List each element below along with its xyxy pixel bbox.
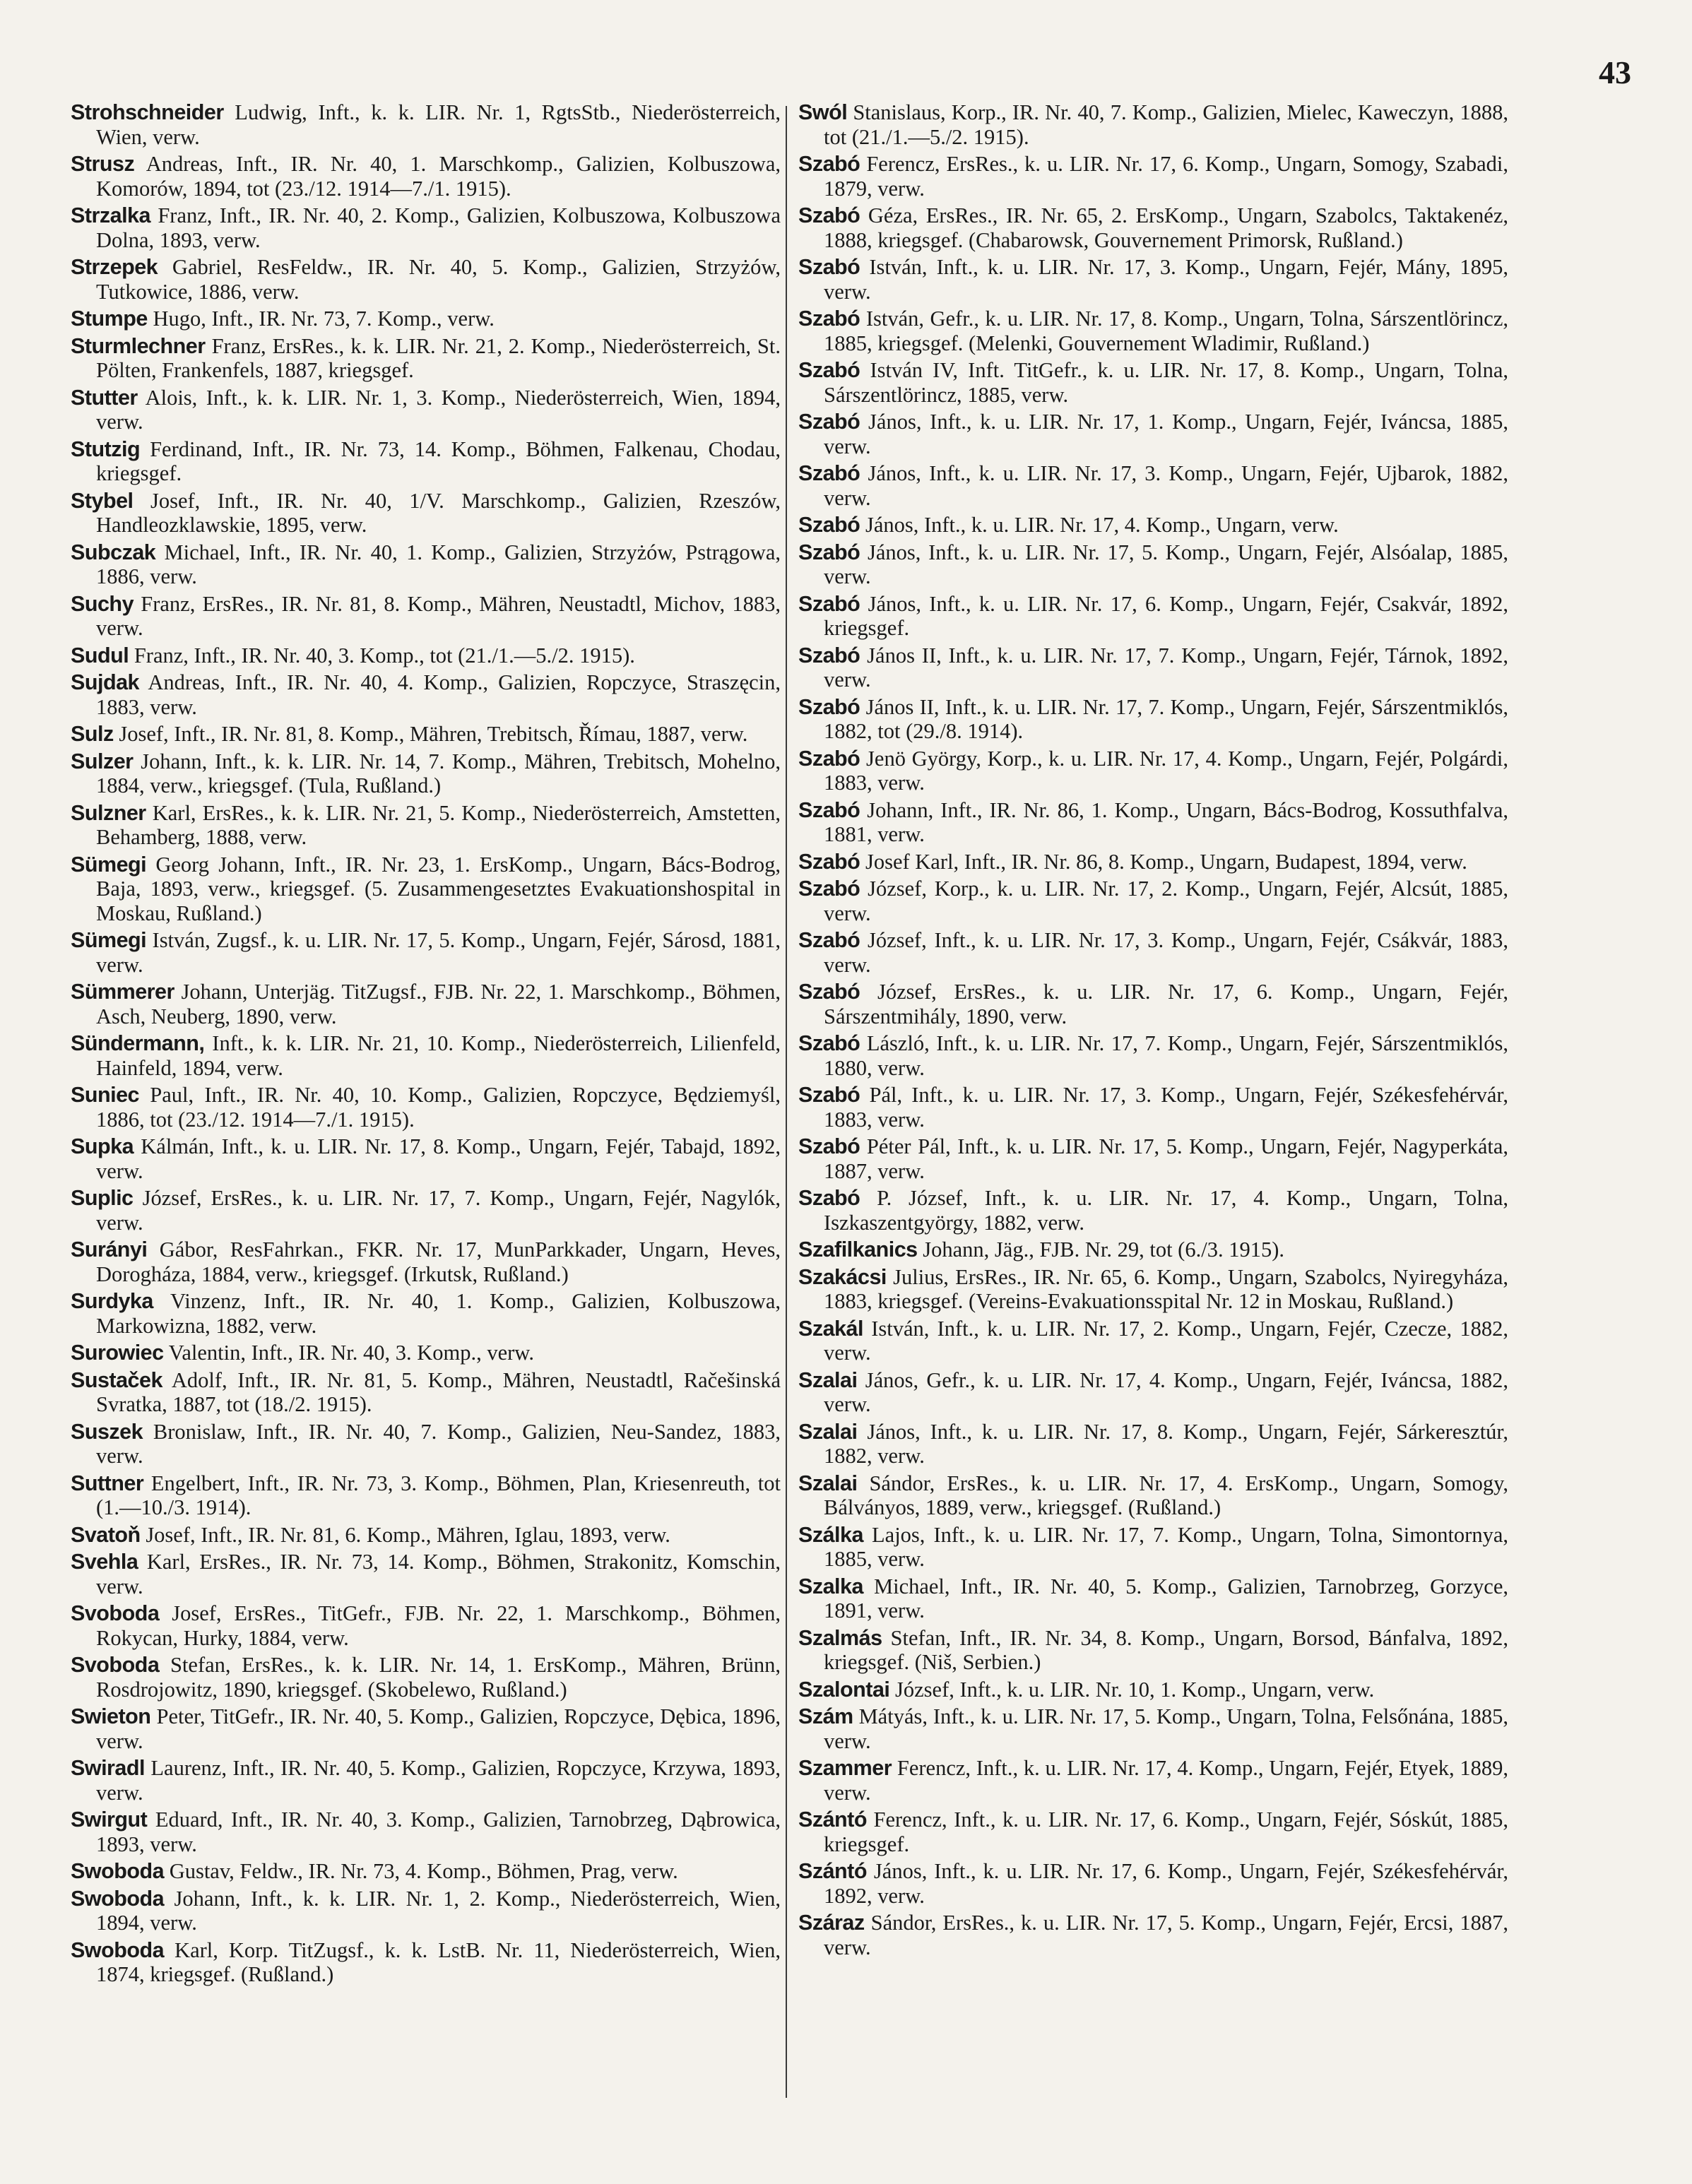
entry-surname: Szabó xyxy=(798,410,860,434)
entry-details: Karl, ErsRes., IR. Nr. 73, 14. Komp., Böhmen, Strakonitz, Komschin, verw. xyxy=(96,1550,781,1598)
entry-details: Lajos, Inft., k. u. LIR. Nr. 17, 7. Komp., Ungarn, Tolna, Simontornya, 1885, verw. xyxy=(824,1522,1508,1571)
entry-surname: Szabó xyxy=(798,643,860,667)
list-item xyxy=(71,1601,781,1650)
entry-surname: Svatoň xyxy=(71,1522,141,1547)
entry-surname: Szabó xyxy=(798,694,860,719)
list-item xyxy=(798,980,1508,1028)
entry-details: Mátyás, Inft., k. u. LIR. Nr. 17, 5. Komp., Ungarn, Tolna, Felsőnána, 1885, verw. xyxy=(824,1704,1508,1753)
list-item xyxy=(71,1808,781,1856)
entry-surname: Szabó xyxy=(798,513,860,537)
list-item xyxy=(798,358,1508,407)
entry-details: János, Inft., k. u. LIR. Nr. 17, 3. Komp., Ungarn, Fejér, Ujbarok, 1882, verw. xyxy=(824,461,1508,510)
entry-details: Josef, ErsRes., TitGefr., FJB. Nr. 22, 1. Marschkomp., Böhmen, Rokycan, Hurky, 1884, verw. xyxy=(96,1601,781,1650)
entry-surname: Stutzig xyxy=(71,437,141,461)
list-item xyxy=(798,1626,1508,1675)
list-item xyxy=(71,1523,781,1548)
entry-surname: Surányi xyxy=(71,1238,148,1262)
list-item xyxy=(798,1238,1508,1262)
entry-details: József, Inft., k. u. LIR. Nr. 10, 1. Komp., Ungarn, verw. xyxy=(889,1677,1375,1702)
entry-details: Gabriel, ResFeldw., IR. Nr. 40, 5. Komp., Galizien, Strzyżów, Tutkowice, 1886, verw. xyxy=(96,255,781,304)
entry-details: István, Gefr., k. u. LIR. Nr. 17, 8. Komp., Ungarn, Tolna, Sárszentlörincz, 1885, kriegsgef. (Melenki, Gouvernement Wladimir, Rußland.) xyxy=(824,307,1508,355)
entry-surname: Stybel xyxy=(71,488,134,513)
entry-surname: Szalmás xyxy=(798,1625,882,1650)
entry-details: István, Inft., k. u. LIR. Nr. 17, 3. Komp., Ungarn, Fejér, Mány, 1895, verw. xyxy=(824,255,1508,304)
entry-surname: Strusz xyxy=(71,152,135,176)
entry-details: Inft., k. k. LIR. Nr. 21, 10. Komp., Niederösterreich, Lilienfeld, Hainfeld, 1894, verw. xyxy=(96,1031,781,1080)
entry-surname: Swieton xyxy=(71,1704,151,1728)
entry-details: Gábor, ResFahrkan., FKR. Nr. 17, MunParkkader, Ungarn, Heves, Dorogháza, 1884, verw., kriegsgef. (Irkutsk, Rußland.) xyxy=(96,1238,781,1286)
entry-details: Josef Karl, Inft., IR. Nr. 86, 8. Komp., Ungarn, Budapest, 1894, verw. xyxy=(860,849,1467,874)
entry-surname: Sulz xyxy=(71,722,114,746)
entry-details: Johann, Unterjäg. TitZugsf., FJB. Nr. 22, 1. Marschkomp., Böhmen, Asch, Neuberg, 1890, verw. xyxy=(96,980,781,1028)
entry-details: József, Korp., k. u. LIR. Nr. 17, 2. Komp., Ungarn, Fejér, Alcsút, 1885, verw. xyxy=(824,877,1508,925)
entry-surname: Strohschneider xyxy=(71,100,224,124)
entry-details: Johann, Jäg., FJB. Nr. 29, tot (6./3. 1915). xyxy=(917,1238,1284,1262)
list-item xyxy=(71,1134,781,1183)
entry-surname: Sümegi xyxy=(71,852,147,877)
entry-surname: Surowiec xyxy=(71,1341,164,1365)
entry-details: János II, Inft., k. u. LIR. Nr. 17, 7. Komp., Ungarn, Fejér, Sárszentmiklós, 1882, tot (29./8. 1914). xyxy=(824,694,1508,743)
entry-details: Géza, ErsRes., IR. Nr. 65, 2. ErsKomp., Ungarn, Szabolcs, Taktakenéz, 1888, kriegsgef. (Chabarowsk, Gouvernement Primorsk, Rußland.) xyxy=(824,203,1508,252)
list-item xyxy=(71,801,781,850)
entry-details: József, ErsRes., k. u. LIR. Nr. 17, 6. Komp., Ungarn, Fejér, Sárszentmihály, 1890, verw. xyxy=(824,980,1508,1028)
entry-details: Julius, ErsRes., IR. Nr. 65, 6. Komp., Ungarn, Szabolcs, Nyiregyháza, 1883, kriegsgef. (Vereins-Evakuationsspital Nr. 12 in Moskau, Rußland.) xyxy=(824,1264,1508,1313)
entry-details: Peter, TitGefr., IR. Nr. 40, 5. Komp., Galizien, Ropczyce, Dębica, 1896, verw. xyxy=(96,1704,781,1753)
entry-details: Ferencz, ErsRes., k. u. LIR. Nr. 17, 6. Komp., Ungarn, Somogy, Szabadi, 1879, verw. xyxy=(824,152,1508,201)
entry-surname: Szám xyxy=(798,1704,853,1728)
entry-surname: Szalai xyxy=(798,1471,858,1495)
entry-details: Franz, Inft., IR. Nr. 40, 2. Komp., Galizien, Kolbuszowa, Kolbuszowa Dolna, 1893, verw. xyxy=(96,203,781,252)
entry-surname: Sümmerer xyxy=(71,980,174,1004)
entry-details: Andreas, Inft., IR. Nr. 40, 4. Komp., Galizien, Ropczyce, Straszęcin, 1883, verw. xyxy=(96,670,781,719)
entry-details: István IV, Inft. TitGefr., k. u. LIR. Nr. 17, 8. Komp., Ungarn, Tolna, Sárszentlörincz, 1885, verw. xyxy=(824,358,1508,407)
list-item xyxy=(71,1704,781,1753)
entry-surname: Stutter xyxy=(71,385,138,410)
list-item xyxy=(71,386,781,434)
entry-surname: Szabó xyxy=(798,980,860,1004)
entry-surname: Szabó xyxy=(798,461,860,485)
list-item xyxy=(798,747,1508,795)
entry-surname: Swoboda xyxy=(71,1859,165,1883)
list-item xyxy=(71,334,781,383)
entry-surname: Swoboda xyxy=(71,1886,165,1911)
entry-surname: Szabó xyxy=(798,540,860,564)
entry-surname: Sulzner xyxy=(71,800,146,825)
list-item xyxy=(798,592,1508,641)
entry-details: Georg Johann, Inft., IR. Nr. 23, 1. ErsKomp., Ungarn, Bács-Bodrog, Baja, 1893, verw., kriegsgef. (5. Zusammengesetztes Evakuationshospital in Moskau, Rußland.) xyxy=(96,852,781,925)
list-item xyxy=(71,1938,781,1987)
entry-surname: Suplic xyxy=(71,1186,134,1210)
entry-surname: Szabó xyxy=(798,746,860,771)
entry-details: Valentin, Inft., IR. Nr. 40, 3. Komp., verw. xyxy=(163,1341,534,1365)
entry-surname: Szafilkanics xyxy=(798,1238,918,1262)
entry-surname: Szabó xyxy=(798,1031,860,1055)
entry-details: Ferencz, Inft., k. u. LIR. Nr. 17, 6. Komp., Ungarn, Fejér, Sóskút, 1885, kriegsgef. xyxy=(824,1808,1508,1856)
entry-details: Eduard, Inft., IR. Nr. 40, 3. Komp., Galizien, Tarnobrzeg, Dąbrowica, 1893, verw. xyxy=(96,1808,781,1856)
entry-surname: Szalontai xyxy=(798,1677,890,1702)
entry-details: Adolf, Inft., IR. Nr. 81, 5. Komp., Mähren, Neustadtl, Račešinská Svratka, 1887, tot (18./2. 1915). xyxy=(96,1367,781,1416)
entry-details: Michael, Inft., IR. Nr. 40, 5. Komp., Galizien, Tarnobrzeg, Gorzyce, 1891, verw. xyxy=(824,1574,1508,1622)
list-item xyxy=(798,307,1508,355)
entry-surname: Szabó xyxy=(798,358,860,382)
list-item xyxy=(71,980,781,1028)
entry-surname: Szálka xyxy=(798,1522,863,1547)
list-item xyxy=(71,1420,781,1468)
list-item xyxy=(71,670,781,719)
entry-surname: Swól xyxy=(798,100,848,124)
list-item xyxy=(798,255,1508,304)
list-item xyxy=(71,203,781,252)
entry-details: János II, Inft., k. u. LIR. Nr. 17, 7. Komp., Ungarn, Fejér, Tárnok, 1892, verw. xyxy=(824,643,1508,692)
entry-details: Franz, ErsRes., k. k. LIR. Nr. 21, 2. Komp., Niederösterreich, St. Pölten, Frankenfels, 1887, kriegsgef. xyxy=(96,333,781,382)
entry-details: János, Inft., k. u. LIR. Nr. 17, 8. Komp., Ungarn, Fejér, Sárkeresztúr, 1882, verw. xyxy=(824,1419,1508,1468)
entry-surname: Szabó xyxy=(798,1083,860,1107)
entry-details: Franz, Inft., IR. Nr. 40, 3. Komp., tot (21./1.—5./2. 1915). xyxy=(129,643,635,667)
list-item xyxy=(71,1186,781,1235)
list-item xyxy=(798,1420,1508,1468)
entry-details: Stanislaus, Korp., IR. Nr. 40, 7. Komp., Galizien, Mielec, Kaweczyn, 1888, tot (21./1.—5./2. 1915). xyxy=(824,100,1508,149)
list-item xyxy=(798,152,1508,201)
entry-surname: Szalai xyxy=(798,1419,858,1444)
entry-surname: Sudul xyxy=(71,643,129,667)
list-item xyxy=(798,1574,1508,1623)
entry-surname: Szalka xyxy=(798,1574,863,1598)
entry-surname: Szabó xyxy=(798,307,860,331)
entry-surname: Swiradl xyxy=(71,1756,145,1780)
list-item xyxy=(798,1031,1508,1080)
entry-surname: Suniec xyxy=(71,1083,140,1107)
entry-details: Gustav, Feldw., IR. Nr. 73, 4. Komp., Böhmen, Prag, verw. xyxy=(164,1859,678,1883)
entry-details: János, Gefr., k. u. LIR. Nr. 17, 4. Komp., Ungarn, Fejér, Iváncsa, 1882, verw. xyxy=(824,1367,1508,1416)
list-item xyxy=(71,1887,781,1935)
entry-surname: Szabó xyxy=(798,877,860,901)
right-column xyxy=(798,100,1508,1962)
entry-surname: Szabó xyxy=(798,1186,860,1210)
list-item xyxy=(71,1471,781,1520)
list-item xyxy=(798,1471,1508,1520)
entry-surname: Szabó xyxy=(798,591,860,616)
entry-details: P. József, Inft., k. u. LIR. Nr. 17, 4. Komp., Ungarn, Tolna, Iszkaszentgyörgy, 1882, verw. xyxy=(824,1186,1508,1235)
list-item xyxy=(71,540,781,589)
entry-surname: Strzalka xyxy=(71,203,150,227)
list-item xyxy=(71,1083,781,1132)
entry-surname: Suchy xyxy=(71,591,134,616)
list-item xyxy=(71,1289,781,1338)
left-column xyxy=(71,100,781,1990)
entry-details: Stefan, Inft., IR. Nr. 34, 8. Komp., Ungarn, Borsod, Bánfalva, 1892, kriegsgef. (Niš, Serbien.) xyxy=(824,1625,1508,1674)
list-item xyxy=(71,437,781,486)
list-item xyxy=(798,695,1508,744)
list-item xyxy=(71,1550,781,1598)
list-item xyxy=(71,1653,781,1702)
entry-surname: Surdyka xyxy=(71,1289,153,1313)
list-item xyxy=(798,1134,1508,1183)
entry-details: Sándor, ErsRes., k. u. LIR. Nr. 17, 5. Komp., Ungarn, Fejér, Ercsi, 1887, verw. xyxy=(824,1911,1508,1959)
list-item xyxy=(71,928,781,977)
list-item xyxy=(71,749,781,798)
list-item xyxy=(71,1368,781,1417)
entry-surname: Szabó xyxy=(798,152,860,176)
list-item xyxy=(798,798,1508,847)
list-item xyxy=(798,513,1508,538)
list-item xyxy=(71,853,781,926)
entry-details: István, Inft., k. u. LIR. Nr. 17, 2. Komp., Ungarn, Fejér, Czecze, 1882, verw. xyxy=(824,1316,1508,1365)
list-item xyxy=(798,203,1508,252)
entry-details: János, Inft., k. u. LIR. Nr. 17, 6. Komp., Ungarn, Fejér, Székesfehérvár, 1892, verw. xyxy=(824,1859,1508,1908)
entry-surname: Subczak xyxy=(71,540,156,564)
entry-surname: Szalai xyxy=(798,1367,858,1392)
entry-surname: Száraz xyxy=(798,1911,865,1935)
entry-details: Ferdinand, Inft., IR. Nr. 73, 14. Komp., Böhmen, Falkenau, Chodau, kriegsgef. xyxy=(96,437,781,485)
list-item xyxy=(798,850,1508,874)
entry-details: József, Inft., k. u. LIR. Nr. 17, 3. Komp., Ungarn, Fejér, Csákvár, 1883, verw. xyxy=(824,928,1508,977)
entry-surname: Szántó xyxy=(798,1808,867,1832)
list-item xyxy=(798,1083,1508,1132)
entry-surname: Sulzer xyxy=(71,749,134,773)
list-item xyxy=(798,1368,1508,1417)
entry-surname: Szakácsi xyxy=(798,1264,887,1289)
entry-details: Péter Pál, Inft., k. u. LIR. Nr. 17, 5. Komp., Ungarn, Fejér, Nagyperkáta, 1887, verw. xyxy=(824,1134,1508,1183)
entry-details: Sándor, ErsRes., k. u. LIR. Nr. 17, 4. ErsKomp., Ungarn, Somogy, Bálványos, 1889, verw., kriegsgef. (Rußland.) xyxy=(824,1471,1508,1519)
entry-surname: Szabó xyxy=(798,203,860,227)
list-item xyxy=(798,877,1508,925)
entry-details: Stefan, ErsRes., k. k. LIR. Nr. 14, 1. ErsKomp., Mähren, Brünn, Rosdrojowitz, 1890, kriegsgef. (Skobelewo, Rußland.) xyxy=(96,1653,781,1702)
list-item xyxy=(798,540,1508,589)
entry-surname: Szabó xyxy=(798,1134,860,1158)
list-item xyxy=(798,1317,1508,1365)
entry-surname: Sustaček xyxy=(71,1367,162,1392)
entry-surname: Sündermann, xyxy=(71,1031,205,1055)
list-item xyxy=(798,1808,1508,1856)
list-item xyxy=(71,592,781,641)
entry-surname: Svoboda xyxy=(71,1653,160,1677)
entry-surname: Szakál xyxy=(798,1316,863,1341)
list-item xyxy=(71,722,781,747)
entry-details: István, Zugsf., k. u. LIR. Nr. 17, 5. Komp., Ungarn, Fejér, Sárosd, 1881, verw. xyxy=(96,928,781,977)
list-item xyxy=(71,255,781,304)
entry-details: Bronislaw, Inft., IR. Nr. 40, 7. Komp., Galizien, Neu-Sandez, 1883, verw. xyxy=(96,1419,781,1468)
list-item xyxy=(71,307,781,331)
list-item xyxy=(798,1186,1508,1235)
entry-details: Johann, Inft., k. k. LIR. Nr. 14, 7. Komp., Mähren, Trebitsch, Mohelno, 1884, verw., kriegsgef. (Tula, Rußland.) xyxy=(96,749,781,797)
list-item xyxy=(71,489,781,538)
entry-details: Engelbert, Inft., IR. Nr. 73, 3. Komp., Böhmen, Plan, Kriesenreuth, tot (1.—10./3. 1914). xyxy=(96,1471,781,1519)
entry-details: Alois, Inft., k. k. LIR. Nr. 1, 3. Komp., Niederösterreich, Wien, 1894, verw. xyxy=(96,385,781,434)
entry-details: Vinzenz, Inft., IR. Nr. 40, 1. Komp., Galizien, Kolbuszowa, Markowizna, 1882, verw. xyxy=(96,1289,781,1338)
entry-details: Franz, ErsRes., IR. Nr. 81, 8. Komp., Mähren, Neustadtl, Michov, 1883, verw. xyxy=(96,591,781,640)
entry-surname: Sümegi xyxy=(71,928,147,952)
list-item xyxy=(798,1911,1508,1959)
entry-details: Johann, Inft., k. k. LIR. Nr. 1, 2. Komp., Niederösterreich, Wien, 1894, verw. xyxy=(96,1886,781,1935)
entry-surname: Szabó xyxy=(798,928,860,952)
entry-surname: Swirgut xyxy=(71,1808,148,1832)
entry-details: József, ErsRes., k. u. LIR. Nr. 17, 7. Komp., Ungarn, Fejér, Nagylók, verw. xyxy=(96,1186,781,1235)
list-item xyxy=(71,1238,781,1286)
list-item xyxy=(798,928,1508,977)
entry-details: Karl, ErsRes., k. k. LIR. Nr. 21, 5. Komp., Niederösterreich, Amstetten, Behamberg, 1888, verw. xyxy=(96,800,781,849)
entry-details: Johann, Inft., IR. Nr. 86, 1. Komp., Ungarn, Bács-Bodrog, Kossuthfalva, 1881, verw. xyxy=(824,797,1508,846)
entry-details: János, Inft., k. u. LIR. Nr. 17, 1. Komp., Ungarn, Fejér, Iváncsa, 1885, verw. xyxy=(824,410,1508,458)
entry-details: Kálmán, Inft., k. u. LIR. Nr. 17, 8. Komp., Ungarn, Fejér, Tabajd, 1892, verw. xyxy=(96,1134,781,1183)
list-item xyxy=(798,1523,1508,1572)
entry-surname: Sujdak xyxy=(71,670,140,694)
entry-surname: Svehla xyxy=(71,1550,138,1574)
entry-surname: Swoboda xyxy=(71,1937,165,1962)
list-item xyxy=(798,100,1508,149)
list-item xyxy=(798,1678,1508,1702)
entry-details: Josef, Inft., IR. Nr. 40, 1/V. Marschkomp., Galizien, Rzeszów, Handleozklawskie, 1895, verw. xyxy=(96,488,781,537)
list-item xyxy=(798,461,1508,510)
entry-surname: Sturmlechner xyxy=(71,333,206,358)
entry-surname: Szántó xyxy=(798,1859,867,1883)
entry-surname: Stumpe xyxy=(71,307,148,331)
entry-details: Jenö György, Korp., k. u. LIR. Nr. 17, 4. Komp., Ungarn, Fejér, Polgárdi, 1883, verw. xyxy=(824,746,1508,795)
entry-details: Andreas, Inft., IR. Nr. 40, 1. Marschkomp., Galizien, Kolbuszowa, Komorów, 1894, tot (23./12. 1914—7./1. 1915). xyxy=(96,152,781,201)
entry-details: Josef, Inft., IR. Nr. 81, 8. Komp., Mähren, Trebitsch, Římau, 1887, verw. xyxy=(113,722,748,746)
list-item xyxy=(798,410,1508,458)
list-item xyxy=(798,1265,1508,1314)
entry-details: Michael, Inft., IR. Nr. 40, 1. Komp., Galizien, Strzyżów, Pstrągowa, 1886, verw. xyxy=(96,540,781,588)
entry-surname: Svoboda xyxy=(71,1601,160,1625)
list-item xyxy=(71,100,781,149)
entry-details: Ferencz, Inft., k. u. LIR. Nr. 17, 4. Komp., Ungarn, Fejér, Etyek, 1889, verw. xyxy=(824,1756,1508,1805)
list-item xyxy=(798,1704,1508,1753)
entry-details: Ludwig, Inft., k. k. LIR. Nr. 1, RgtsStb., Niederösterreich, Wien, verw. xyxy=(96,100,781,149)
entry-details: Laurenz, Inft., IR. Nr. 40, 5. Komp., Galizien, Ropczyce, Krzywa, 1893, verw. xyxy=(96,1756,781,1805)
entry-details: János, Inft., k. u. LIR. Nr. 17, 4. Komp., Ungarn, verw. xyxy=(860,513,1339,537)
list-item xyxy=(798,1756,1508,1805)
list-item xyxy=(71,1341,781,1365)
entry-details: Hugo, Inft., IR. Nr. 73, 7. Komp., verw. xyxy=(147,307,495,331)
list-item xyxy=(798,1859,1508,1908)
list-item xyxy=(71,1859,781,1884)
entry-surname: Strzepek xyxy=(71,255,158,279)
entry-details: János, Inft., k. u. LIR. Nr. 17, 5. Komp., Ungarn, Fejér, Alsóalap, 1885, verw. xyxy=(824,540,1508,588)
list-item xyxy=(71,1756,781,1805)
entry-surname: Suttner xyxy=(71,1471,144,1495)
list-item xyxy=(71,1031,781,1080)
page-number: 43 xyxy=(1599,54,1631,90)
entry-surname: Szabó xyxy=(798,255,860,279)
entry-details: Josef, Inft., IR. Nr. 81, 6. Komp., Mähren, Iglau, 1893, verw. xyxy=(140,1522,670,1547)
entry-surname: Szammer xyxy=(798,1756,892,1780)
entry-surname: Supka xyxy=(71,1134,134,1158)
entry-surname: Szabó xyxy=(798,797,860,822)
list-item xyxy=(71,152,781,201)
column-divider xyxy=(786,106,787,2098)
entry-details: János, Inft., k. u. LIR. Nr. 17, 6. Komp., Ungarn, Fejér, Csakvár, 1892, kriegsgef. xyxy=(824,591,1508,640)
entry-details: Karl, Korp. TitZugsf., k. k. LstB. Nr. 11, Niederösterreich, Wien, 1874, kriegsgef. (Rußland.) xyxy=(96,1937,781,1986)
entry-details: Paul, Inft., IR. Nr. 40, 10. Komp., Galizien, Ropczyce, Będziemyśl, 1886, tot (23./12. 1914—7./1. 1915). xyxy=(96,1083,781,1132)
entry-details: Pál, Inft., k. u. LIR. Nr. 17, 3. Komp., Ungarn, Fejér, Székesfehérvár, 1883, verw. xyxy=(824,1083,1508,1132)
list-item xyxy=(798,643,1508,692)
entry-surname: Suszek xyxy=(71,1419,143,1444)
list-item xyxy=(71,643,781,668)
entry-surname: Szabó xyxy=(798,849,860,874)
entry-details: László, Inft., k. u. LIR. Nr. 17, 7. Komp., Ungarn, Fejér, Sárszentmiklós, 1880, verw. xyxy=(824,1031,1508,1080)
